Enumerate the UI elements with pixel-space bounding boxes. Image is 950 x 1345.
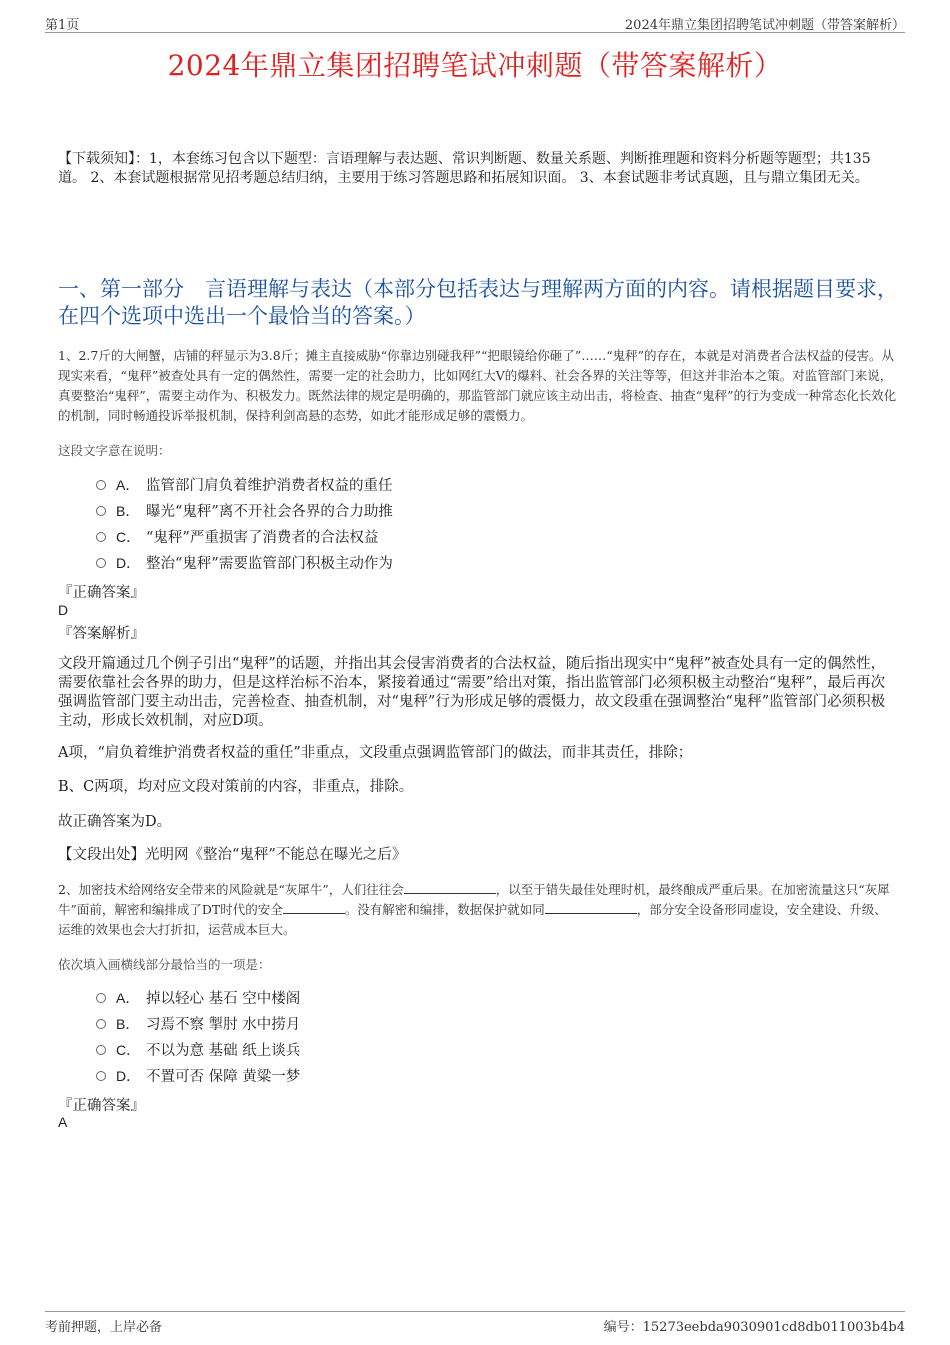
option-text: 习焉不察 掣肘 水中捞月 [146, 1017, 301, 1033]
footer-slogan: 考前押题，上岸必备 [45, 1320, 163, 1335]
question-1-analysis: 文段开篇通过几个例子引出“鬼秤”的话题，并指出其会侵害消费者的合法权益，随后指出现实中“鬼秤”被查处具有一定的偶然性，需要依靠社会各界的助力，但是这样治标不治本，紧接着通过“需要”给出对策，指出监管部门必须积极主动整治“鬼秤”，最后再次强调监管部门要主动出击，完善检查、抽查机制，对“鬼秤”行为形成足够的震慑力，故文段重在强调整治“鬼秤”监管部门必须积极主动，形成长效机制，对应D项。 [58, 656, 886, 729]
question-1-stem: 这段文字意在说明： [58, 443, 171, 458]
question-1-option-c[interactable] [96, 526, 378, 548]
question-2-option-c[interactable] [96, 1039, 300, 1061]
page-footer [45, 1311, 905, 1335]
question-2-answer-label: 『正确答案』 [58, 1098, 145, 1114]
radio-icon[interactable] [96, 1019, 106, 1029]
radio-icon[interactable] [96, 558, 106, 568]
option-key: D． [116, 1068, 141, 1084]
option-text: 不置可否 保障 黄粱一梦 [146, 1069, 301, 1085]
question-1-analysis-a: A项，“肩负着维护消费者权益的重任”非重点，文段重点强调监管部门的做法，而非其责任，排除； [58, 745, 693, 761]
question-2-answer: A [58, 1114, 68, 1130]
section-heading: 一、第一部分 言语理解与表达（本部分包括表达与理解两方面的内容。请根据题目要求，在四个选项中选出一个最恰当的答案。） [58, 277, 898, 328]
page-title: 2024年鼎立集团招聘笔试冲刺题（带答案解析） [167, 49, 783, 82]
option-text: 不以为意 基础 纸上谈兵 [146, 1043, 301, 1059]
page-number: 第1页 [45, 18, 80, 33]
option-key: C． [116, 529, 141, 545]
page-header [45, 14, 905, 33]
option-key: C． [116, 1042, 141, 1058]
option-text: 曝光“鬼秤”离不开社会各界的合力助推 [146, 504, 393, 520]
radio-icon[interactable] [96, 1045, 106, 1055]
radio-icon[interactable] [96, 993, 106, 1003]
question-1-analysis-label: 『答案解析』 [58, 626, 145, 642]
option-key: D． [116, 555, 141, 571]
option-text: 整治“鬼秤”需要监管部门积极主动作为 [146, 556, 393, 572]
question-2-text-part: 2、加密技术给网络安全带来的风险就是“灰犀牛”，人们往往会 [58, 882, 404, 897]
question-2-text-part: 。没有解密和编排，数据保护就如同 [344, 902, 545, 917]
question-1-text: 1、2.7斤的大闸蟹，店铺的秤显示为3.8斤；摊主直接威胁“你靠边别碰我秤”“把眼镜给你砸了”……“鬼秤”的存在，本就是对消费者合法权益的侵害。从现实来看，“鬼秤”被查处具有一定的偶然性，需要一定的社会助力，比如网红大V的爆料、社会各界的关注等等，但这并非治本之策。对监管部门来说，真要整治“鬼秤”，需要主动作为、积极发力。既然法律的规定是明确的，那监管部门就应该主动出击，将检查、抽查“鬼秤”的行为变成一种常态化长效化的机制，同时畅通投诉举报机制，保持利剑高悬的态势，如此才能形成足够的震慑力。 [58, 348, 897, 423]
header-doc-title: 2024年鼎立集团招聘笔试冲刺题（带答案解析） [624, 18, 905, 33]
question-1-option-d[interactable] [96, 552, 393, 574]
question-2-text-part: ，部分安全设备形同虚设，安全建设、升级、运维的效果也会大打折扣，运营成本巨大。 [58, 902, 887, 937]
fill-blank-3 [545, 901, 637, 914]
radio-icon[interactable] [96, 506, 106, 516]
option-key: A． [116, 477, 140, 493]
radio-icon[interactable] [96, 532, 106, 542]
option-key: A． [116, 990, 140, 1006]
question-2-text-part: ，以至于错失最佳处理时机，最终酿成严重后果。在加密流量这只“灰犀牛”面前，解密和编排成了DT时代的安全 [58, 882, 890, 917]
option-key: B． [116, 1016, 140, 1032]
download-notice: 【下载须知】：1，本套练习包含以下题型：言语理解与表达题、常识判断题、数量关系题、判断推理题和资料分析题等题型；共135道。 2、本套试题根据常见招考题总结归纳，主要用于练习答题思路和拓展知识面。 3、本套试题非考试真题，且与鼎立集团无关。 [58, 151, 871, 186]
fill-blank-1 [404, 881, 496, 894]
question-1-source: 【文段出处】光明网《整治“鬼秤”不能总在曝光之后》 [58, 847, 407, 863]
option-text: 掉以轻心 基石 空中楼阁 [146, 991, 301, 1007]
radio-icon[interactable] [96, 480, 106, 490]
option-key: B． [116, 503, 140, 519]
question-1-answer: D [58, 602, 69, 618]
question-1-option-a[interactable] [96, 474, 393, 496]
question-1-analysis-bc: B、C两项，均对应文段对策前的内容，非重点，排除。 [58, 779, 414, 795]
question-2-option-b[interactable] [96, 1013, 300, 1035]
question-1-conclusion: 故正确答案为D。 [58, 814, 172, 830]
question-1-option-b[interactable] [96, 500, 393, 522]
option-text: 监管部门肩负着维护消费者权益的重任 [146, 478, 393, 494]
question-2-option-d[interactable] [96, 1065, 300, 1087]
question-1-answer-label: 『正确答案』 [58, 585, 145, 601]
question-2-stem: 依次填入画横线部分最恰当的一项是： [58, 957, 271, 972]
option-text: “鬼秤”严重损害了消费者的合法权益 [146, 530, 379, 546]
footer-doc-id: 编号：15273eebda9030901cd8db011003b4b4 [603, 1320, 905, 1335]
fill-blank-2 [283, 901, 345, 914]
radio-icon[interactable] [96, 1071, 106, 1081]
question-2-text [58, 880, 898, 940]
question-2-option-a[interactable] [96, 987, 300, 1009]
